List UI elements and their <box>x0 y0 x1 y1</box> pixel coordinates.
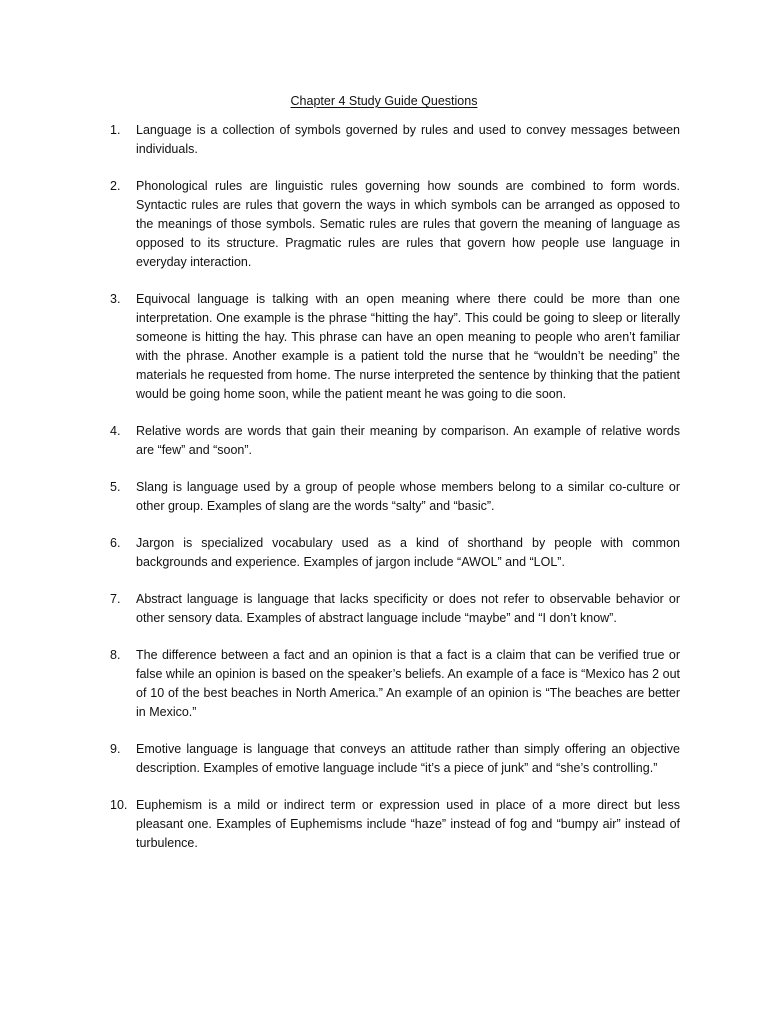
question-item-8 <box>110 646 680 722</box>
question-item-6 <box>110 534 680 572</box>
question-item-1 <box>110 121 680 159</box>
question-number: 7. <box>110 592 121 606</box>
question-number: 8. <box>110 648 121 662</box>
question-number: 1. <box>110 123 121 137</box>
question-item-4 <box>110 422 680 460</box>
question-item-2 <box>110 177 680 272</box>
question-number: 2. <box>110 179 121 193</box>
question-number: 5. <box>110 480 121 494</box>
question-item-9 <box>110 740 680 778</box>
question-number: 4. <box>110 424 121 438</box>
question-text: Language is a collection of symbols governed by rules and used to convey messages between individuals. <box>136 123 680 156</box>
question-text: Abstract language is language that lacks specificity or does not refer to observable behavior or other sensory data. Examples of abstract language include “maybe” and “I don’t know”. <box>136 592 680 625</box>
question-text: Emotive language is language that conveys an attitude rather than simply offering an objective description. Examples of emotive language include “it’s a piece of junk” and “she’s controlling.” <box>136 742 680 775</box>
question-item-7 <box>110 590 680 628</box>
question-text: Slang is language used by a group of people whose members belong to a similar co-culture or other group. Examples of slang are the words “salty” and “basic”. <box>136 480 680 513</box>
question-number: 10. <box>110 798 128 812</box>
question-text: Equivocal language is talking with an open meaning where there could be more than one interpretation. One example is the phrase “hitting the hay”. This could be going to sleep or literally someone is hitting the hay. This phrase can have an open meaning to people who aren’t familiar with the phrase. Another example is a patient told the nurse that he “wouldn’t be needing” the materials he requested from home. The nurse interpreted the sentence by thinking that the patient would be going home soon, while the patient meant he was going to die soon. <box>136 292 680 401</box>
question-item-5 <box>110 478 680 516</box>
question-item-3 <box>110 290 680 404</box>
question-number: 9. <box>110 742 121 756</box>
question-text: Phonological rules are linguistic rules governing how sounds are combined to form words. Syntactic rules are rules that govern the ways in which symbols can be arranged as opposed to the meanings of those symbols. Sematic rules are rules that govern the meaning of language as opposed to its structure. Pragmatic rules are rules that govern how people use language in everyday interaction. <box>136 179 680 269</box>
question-item-10 <box>110 796 680 853</box>
question-list <box>110 121 680 871</box>
question-text: Relative words are words that gain their meaning by comparison. An example of relative words are “few” and “soon”. <box>136 424 680 457</box>
question-number: 3. <box>110 292 121 306</box>
question-text: Jargon is specialized vocabulary used as a kind of shorthand by people with common backgrounds and experience. Examples of jargon include “AWOL” and “LOL”. <box>136 536 680 569</box>
document-title: Chapter 4 Study Guide Questions <box>290 94 478 108</box>
question-text: The difference between a fact and an opinion is that a fact is a claim that can be verified true or false while an opinion is based on the speaker’s beliefs. An example of a face is “Mexico has 2 out of 10 of the best beaches in North America.” An example of an opinion is “The beaches are better in Mexico.” <box>136 648 680 719</box>
question-number: 6. <box>110 536 121 550</box>
question-text: Euphemism is a mild or indirect term or expression used in place of a more direct but less pleasant one. Examples of Euphemisms include “haze” instead of fog and “bumpy air” instead of turbulence. <box>136 798 680 850</box>
